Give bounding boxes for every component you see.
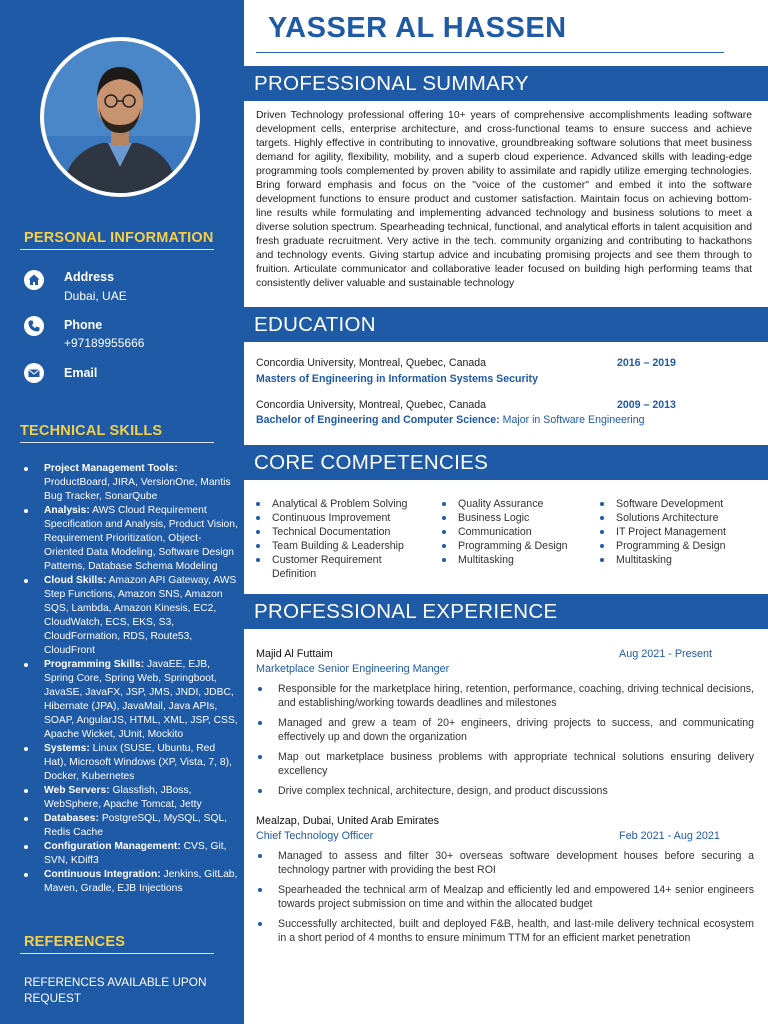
competency-item: Team Building & Leadership: [254, 539, 426, 553]
competency-item: Solutions Architecture: [598, 511, 748, 525]
profile-photo: [40, 37, 200, 197]
education-degree: Masters of Engineering in Information Systems Security: [256, 373, 538, 385]
competency-item: Continuous Improvement: [254, 511, 426, 525]
job-bullets: [256, 849, 754, 951]
education-degree: Bachelor of Engineering and Computer Science: Major in Software Engineering: [256, 414, 645, 426]
skill-item: Continuous Integration: Jenkins, GitLab, Maven, Gradle, EJB Injections: [22, 868, 240, 896]
competency-item: Quality Assurance: [440, 497, 590, 511]
job-dates: Feb 2021 - Aug 2021: [619, 830, 720, 842]
phone-icon: [24, 316, 44, 336]
experience-heading: PROFESSIONAL EXPERIENCE: [244, 594, 768, 629]
phone-value: +97189955666: [64, 336, 145, 350]
competencies-column-1: [254, 497, 426, 581]
avatar: [44, 41, 196, 193]
job-bullet: Map out marketplace business problems with appropriate technical solutions ensuring delivery excellency: [256, 750, 754, 778]
job-bullets: [256, 682, 754, 804]
competency-item: IT Project Management: [598, 525, 748, 539]
references-heading: REFERENCES: [24, 934, 126, 950]
candidate-name: YASSER AL HASSEN: [268, 12, 567, 44]
education-school: Concordia University, Montreal, Quebec, Canada: [256, 357, 487, 369]
job-bullet: Spearheaded the technical arm of Mealzap and efficiently led and empowered 14+ senior engineers towards project submission on time and within the allocated budget: [256, 883, 754, 911]
summary-heading: PROFESSIONAL SUMMARY: [244, 66, 768, 101]
competency-item: Programming & Design: [440, 539, 590, 553]
address-label: Address: [64, 270, 115, 284]
competencies-column-3: [598, 497, 748, 567]
competency-item: Multitasking: [440, 553, 590, 567]
competency-item: Analytical & Problem Solving: [254, 497, 426, 511]
education-school: Concordia University, Montreal, Quebec, Canada: [256, 399, 487, 411]
address-value: Dubai, UAE: [64, 289, 127, 303]
references-text: REFERENCES AVAILABLE UPON REQUEST: [24, 975, 207, 1005]
job-title: Chief Technology Officer: [256, 830, 374, 842]
education-heading: EDUCATION: [244, 307, 768, 342]
skill-item: Project Management Tools: ProductBoard, JIRA, VersionOne, Mantis Bug Tracker, SonarQube: [22, 462, 240, 504]
skill-item: Configuration Management: CVS, Git, SVN, KDiff3: [22, 840, 240, 868]
competency-item: Technical Documentation: [254, 525, 426, 539]
competencies-heading: CORE COMPETENCIES: [244, 445, 768, 480]
phone-label: Phone: [64, 318, 103, 332]
education-dates: 2016 – 2019: [617, 357, 676, 369]
personal-info-heading: PERSONAL INFORMATION: [24, 230, 214, 246]
job-bullet: Successfully architected, built and deployed F&B, health, and last-mile delivery technical ecosystem in a short period of 4 months to ensure minimum TTM for an efficient market penetration: [256, 917, 754, 945]
competency-item: Communication: [440, 525, 590, 539]
job-dates: Aug 2021 - Present: [619, 648, 713, 660]
name-underline: [256, 52, 724, 53]
education-dates: 2009 – 2013: [617, 399, 676, 411]
job-bullet: Managed to assess and filter 30+ overseas software development houses before securing a technology partner with providing the best ROI: [256, 849, 754, 877]
email-label: Email: [64, 366, 98, 380]
job-bullet: Managed and grew a team of 20+ engineers, driving projects to success, and communicating effectively up and down the organization: [256, 716, 754, 744]
competency-item: Multitasking: [598, 553, 748, 567]
divider: [20, 442, 214, 443]
skill-item: Web Servers: Glassfish, JBoss, WebSphere, Apache Tomcat, Jetty: [22, 784, 240, 812]
technical-skills-heading: TECHNICAL SKILLS: [20, 423, 163, 439]
competency-item: Customer Requirement Definition: [254, 553, 426, 581]
skill-item: Cloud Skills: Amazon API Gateway, AWS Step Functions, Amazon SNS, Amazon SQS, Lambda, Amazon Kinesis, EC2, CloudWatch, ECS, EKS, S3, CloudFormation, RDS, Route53, CloudFront: [22, 574, 240, 658]
job-company: Mealzap, Dubai, United Arab Emirates: [256, 815, 440, 827]
job-bullet: Responsible for the marketplace hiring, retention, performance, coaching, driving technical decisions, and establishing/working towards deadlines and milestones: [256, 682, 754, 710]
divider: [20, 953, 214, 954]
summary-text: Driven Technology professional offering 10+ years of comprehensive accomplishments leading software development cells, enterprise architecture, and cross-functional teams to ensure success and achieve targets. Highly effective in contributing to innovative, groundbreaking software solutions that meet business demand for agility, flexibility, mobility, and a superb cloud experience. Advanced skills with leading-edge programming tools complemented by proven ability to assimilate and rapidly utilize emerging technologies. Bring forward emphasis and focus on the "voice of the customer" and embed it into the software development functions to ensure product and customer satisfaction. Maintain focus on achieving bottom-line results while formulating and implementing advanced technology and business solutions to meet a diverse solution spectrum. Spearheading technical, functional, and analytical efforts in talent acquisition and fresh graduate recruitment. Very active in the tech. community organizing and contributing to hackathons and technology events. Giving startup advice and incubating promising projects and see them through to fruition. Articulate communicator and collaborative leader focused on building high performing teams that consistently deliver valuable and sustainable technology: [256, 110, 752, 289]
job-bullet: Drive complex technical, architecture, design, and product discussions: [256, 784, 754, 798]
job-company: Majid Al Futtaim: [256, 648, 333, 660]
skill-item: Programming Skills: JavaEE, EJB, Spring Core, Spring Web, Springboot, JavaSE, JavaFX, JSP, JMS, JNDI, JDBC, Hibernate (JPA), JavaMail, Java APIs, SOAP, AngularJS, HTML, XML, JSP, CSS, Apache Wicket, JUnit, Mockito: [22, 658, 240, 742]
divider: [20, 249, 214, 250]
skills-list: [22, 462, 240, 896]
competencies-column-2: [440, 497, 590, 567]
home-icon: [24, 270, 44, 290]
skill-item: Databases: PostgreSQL, MySQL, SQL, Redis Cache: [22, 812, 240, 840]
competency-item: Software Development: [598, 497, 748, 511]
skill-item: Analysis: AWS Cloud Requirement Specification and Analysis, Product Vision, Requirement Prioritization, Object-Oriented Data Modeling, Software Design Patterns, Database Schema Modeling: [22, 504, 240, 574]
competency-item: Programming & Design: [598, 539, 748, 553]
skill-item: Systems: Linux (SUSE, Ubuntu, Red Hat), Microsoft Windows (XP, Vista, 7, 8), Docker, Kubernetes: [22, 742, 240, 784]
competency-item: Business Logic: [440, 511, 590, 525]
job-title: Marketplace Senior Engineering Manger: [256, 663, 450, 675]
sidebar: [0, 0, 244, 1024]
email-icon: [24, 363, 44, 383]
